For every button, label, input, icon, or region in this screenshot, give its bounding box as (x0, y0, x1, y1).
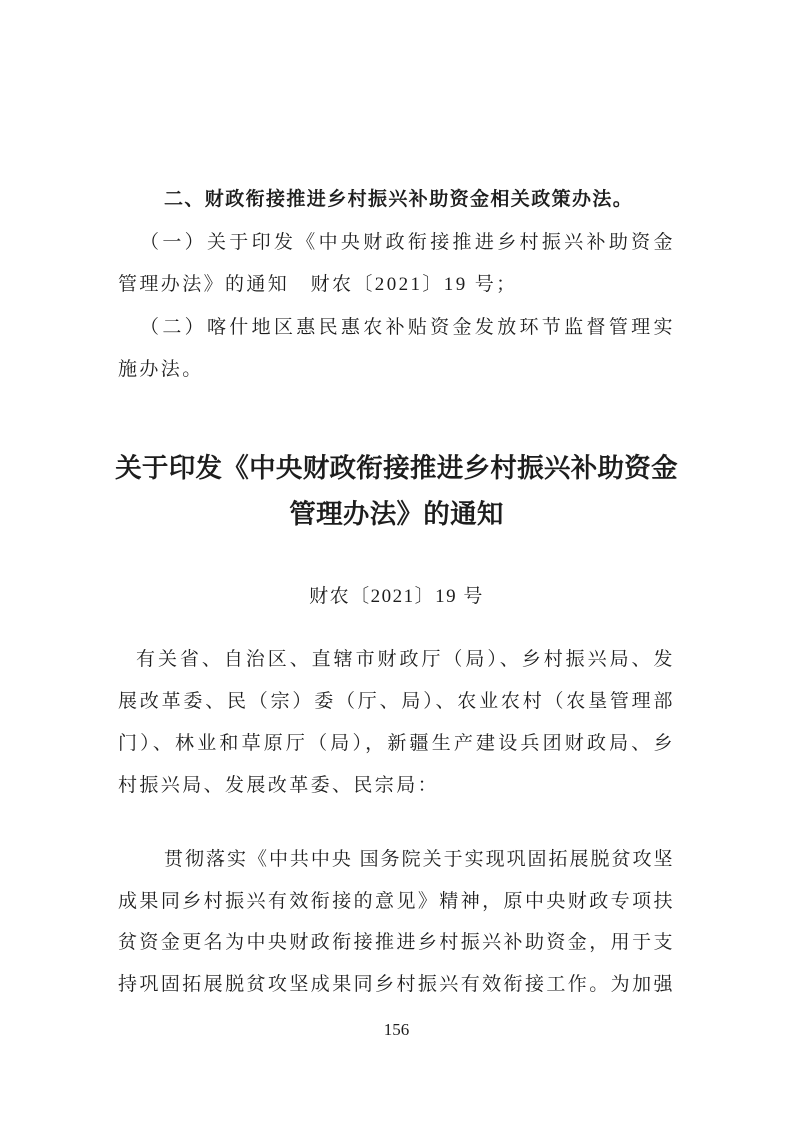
addressee-paragraph (118, 639, 673, 807)
policy-list-section (118, 179, 673, 392)
page-number: 156 (383, 1020, 410, 1039)
body-line-1: 贯彻落实《中共中央 国务院关于实现巩固拓展脱贫攻坚 (164, 849, 673, 870)
body-line-4: 持巩固拓展脱贫攻坚成果同乡村振兴有效衔接工作。为加强 (118, 973, 673, 995)
policy-item-2-line-1: （二）喀什地区惠民惠农补贴资金发放环节监督管理实 (140, 316, 673, 338)
body-line-2: 成果同乡村振兴有效衔接的意见》精神，原中央财政专项扶 (118, 890, 673, 912)
notice-title (0, 445, 793, 537)
policy-item-1-line-2: 管理办法》的通知 财农〔2021〕19 号； (118, 274, 518, 295)
body-line-3: 贫资金更名为中央财政衔接推进乡村振兴补助资金，用于支 (118, 932, 673, 953)
section-heading: 二、财政衔接推进乡村振兴补助资金相关政策办法。 (164, 189, 634, 210)
document-number: 财农〔2021〕19 号 (309, 586, 484, 607)
policy-item-1-line-1: （一）关于印发《中央财政衔接推进乡村振兴补助资金 (140, 231, 673, 253)
notice-title-line-2: 管理办法》的通知 (289, 499, 504, 529)
addressee-line-1: 有关省、自治区、直辖市财政厅（局）、乡村振兴局、发 (136, 649, 673, 670)
body-paragraph (118, 839, 673, 1005)
addressee-line-3: 门）、林业和草原厅（局），新疆生产建设兵团财政局、乡 (118, 733, 673, 754)
addressee-line-2: 展改革委、民（宗）委（厅、局）、农业农村（农垦管理部 (118, 691, 673, 712)
addressee-line-4: 村振兴局、发展改革委、民宗局： (118, 775, 440, 796)
notice-title-line-1: 关于印发《中央财政衔接推进乡村振兴补助资金 (115, 453, 678, 483)
policy-item-2-line-2: 施办法。 (118, 359, 204, 380)
